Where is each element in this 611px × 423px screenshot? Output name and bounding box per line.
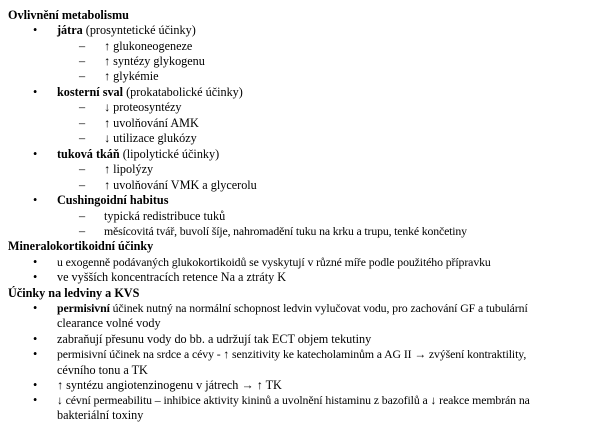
liver-item: ↑ glukoneogeneze <box>104 39 193 53</box>
fat-item: ↑ uvolňování VMK a glycerolu <box>104 178 257 192</box>
muscle-item: ↓ proteosyntézy <box>104 100 182 114</box>
permissive-rest: účinek nutný na normální schopnost ledvin vylučovat vodu, pro zachování GF a tubulární <box>109 301 528 315</box>
dash-marker: – <box>79 116 86 130</box>
fat-title: tuková tkáň <box>57 147 120 161</box>
dash-marker: – <box>79 54 86 68</box>
item-fat <box>57 147 219 162</box>
cushing-item: měsícovitá tvář, buvolí šíje, nahromadění tuku na krku a trupu, tenké končetiny <box>104 224 467 238</box>
muscle-note: (prokatabolické účinky) <box>123 85 243 99</box>
bullet-marker: • <box>33 393 38 407</box>
heading-mineralocorticoid: Mineralokortikoidní účinky <box>8 239 154 253</box>
bullet-marker: • <box>33 193 38 207</box>
kidney-item-water: zabraňují přesunu vody do bb. a udržují tak ECT objem tekutiny <box>57 332 372 346</box>
liver-title: játra <box>57 23 83 37</box>
muscle-item: ↓ utilizace glukózy <box>104 131 197 145</box>
bullet-marker: • <box>33 332 38 346</box>
bullet-marker: • <box>33 255 38 269</box>
item-muscle <box>57 85 243 100</box>
bullet-marker: • <box>33 378 38 392</box>
mineralocorticoid-item: ve vyšších koncentracích retence Na a ztráty K <box>57 270 287 284</box>
bullet-marker: • <box>33 270 38 284</box>
mineralocorticoid-item: u exogenně podávaných glukokortikoidů se vyskytují v různé míře podle použitého přípravku <box>57 255 491 269</box>
kidney-item-heart-cont: cévního tonu a TK <box>57 363 148 377</box>
fat-item: ↑ lipolýzy <box>104 162 154 176</box>
muscle-title: kosterní sval <box>57 85 124 99</box>
heading-kidney-cvs: Účinky na ledviny a KVS <box>8 286 140 300</box>
kidney-item-permissive-cont: clearance volné vody <box>57 316 161 330</box>
dash-marker: – <box>79 224 86 238</box>
muscle-item: ↑ uvolňování AMK <box>104 116 199 130</box>
dash-marker: – <box>79 39 86 53</box>
dash-marker: – <box>79 69 86 83</box>
cushing-item: typická redistribuce tuků <box>104 209 226 223</box>
bullet-marker: • <box>33 85 38 99</box>
kidney-item-permissive <box>57 301 528 316</box>
permissive-bold: permisivní <box>57 301 110 315</box>
liver-note: (prosyntetické účinky) <box>82 23 196 37</box>
bullet-marker: • <box>33 147 38 161</box>
bullet-marker: • <box>33 347 38 361</box>
kidney-item-angiotensinogen: ↑ syntézu angiotenzinogenu v játrech → ↑ TK <box>57 378 282 392</box>
dash-marker: – <box>79 209 86 223</box>
kidney-item-permeability-cont: bakteriální toxiny <box>57 408 144 422</box>
bullet-marker: • <box>33 301 38 315</box>
liver-item: ↑ syntézy glykogenu <box>104 54 205 68</box>
liver-item: ↑ glykémie <box>104 69 159 83</box>
item-cushing: Cushingoidní habitus <box>57 193 169 207</box>
dash-marker: – <box>79 162 86 176</box>
bullet-marker: • <box>33 23 38 37</box>
kidney-item-heart: permisivní účinek na srdce a cévy - ↑ senzitivity ke katecholaminům a AG II → zvýšení kontraktility, <box>57 347 527 361</box>
item-liver <box>57 23 196 38</box>
fat-note: (lipolytické účinky) <box>119 147 220 161</box>
dash-marker: – <box>79 178 86 192</box>
dash-marker: – <box>79 100 86 114</box>
dash-marker: – <box>79 131 86 145</box>
heading-metabolism: Ovlivnění metabolismu <box>8 8 129 22</box>
kidney-item-permeability: ↓ cévní permeabilitu – inhibice aktivity kininů a uvolnění histaminu z bazofilů a ↓ reakce membrán na <box>57 393 530 407</box>
